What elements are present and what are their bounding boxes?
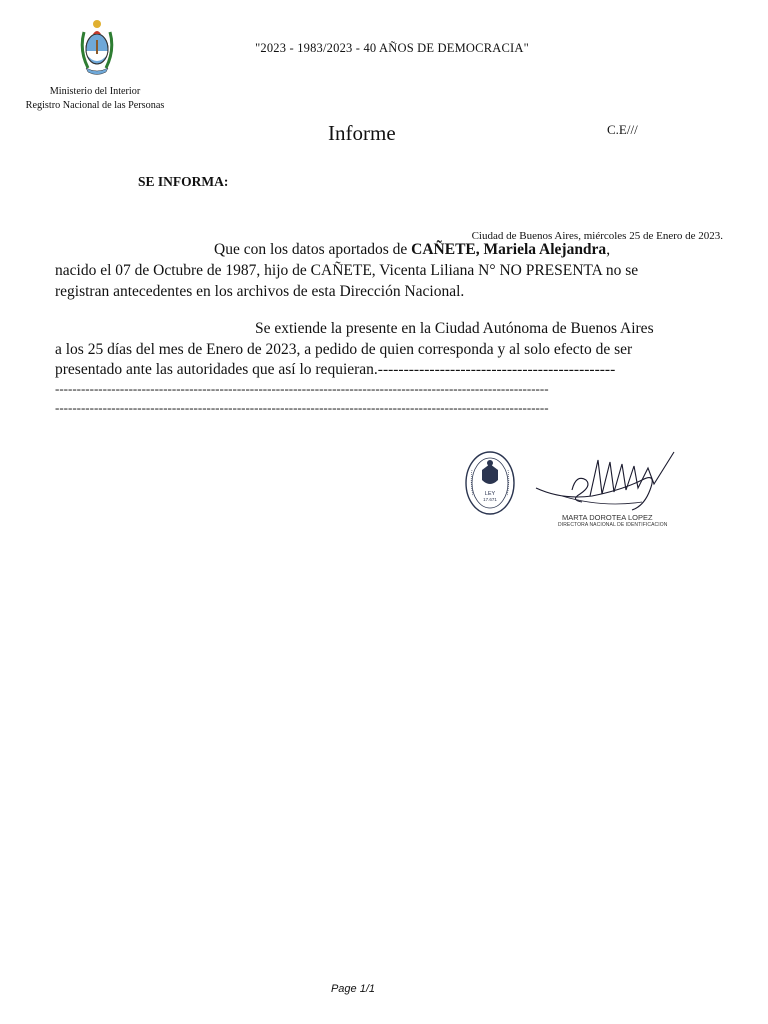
paragraph2-line1: Se extiende la presente en la Ciudad Autónoma de Buenos Aires [255,320,654,337]
subject-name: CAÑETE, Mariela Alejandra [411,241,607,258]
signer-name: MARTA DOROTEA LOPEZ [562,513,653,522]
paragraph2-line2: a los 25 días del mes de Enero de 2023, a pedido de quien corresponda y al solo efecto de ser [55,341,633,358]
paragraph1-line2: nacido el 07 de Octubre de 1987, hijo de CAÑETE, Vicenta Liliana N° NO PRESENTA no se [55,262,639,279]
registry-name: Registro Nacional de las Personas [25,100,165,111]
paragraph1-line1 [214,241,610,259]
reference-code: C.E/// [607,122,638,137]
ministry-name: Ministerio del Interior [49,86,141,97]
paragraph2-line3: presentado ante las autoridades que así lo requieran.---------------------------------------------- [55,361,616,378]
handwritten-signature-icon [532,450,682,518]
signer-role: DIRECTORA NACIONAL DE IDENTIFICACION [558,522,668,528]
issuing-authority [20,85,170,113]
commemorative-motto: "2023 - 1983/2023 - 40 AÑOS DE DEMOCRACIA" [255,41,529,55]
date-line: Ciudad de Buenos Aires, miércoles 25 de Enero de 2023. [471,230,723,242]
page-number: Page 1/1 [330,983,376,995]
dash-filler-line-2: ------------------------------------------------------------------------------------------------------------------ [55,400,549,415]
paragraph1-line3: registran antecedentes en los archivos de esta Dirección Nacional. [55,283,465,300]
dash-filler-line-1: ------------------------------------------------------------------------------------------------------------------ [55,381,549,396]
se-informa-heading: SE INFORMA: [138,174,229,189]
document-title: Informe [328,121,396,145]
paragraph1-intro-end: , [606,241,611,258]
svg-text:LEY: LEY [484,491,496,497]
registry-seal-stamp-icon [464,450,516,516]
svg-text:17.671: 17.671 [483,497,497,502]
paragraph1-intro: Que con los datos aportados de [214,241,412,258]
